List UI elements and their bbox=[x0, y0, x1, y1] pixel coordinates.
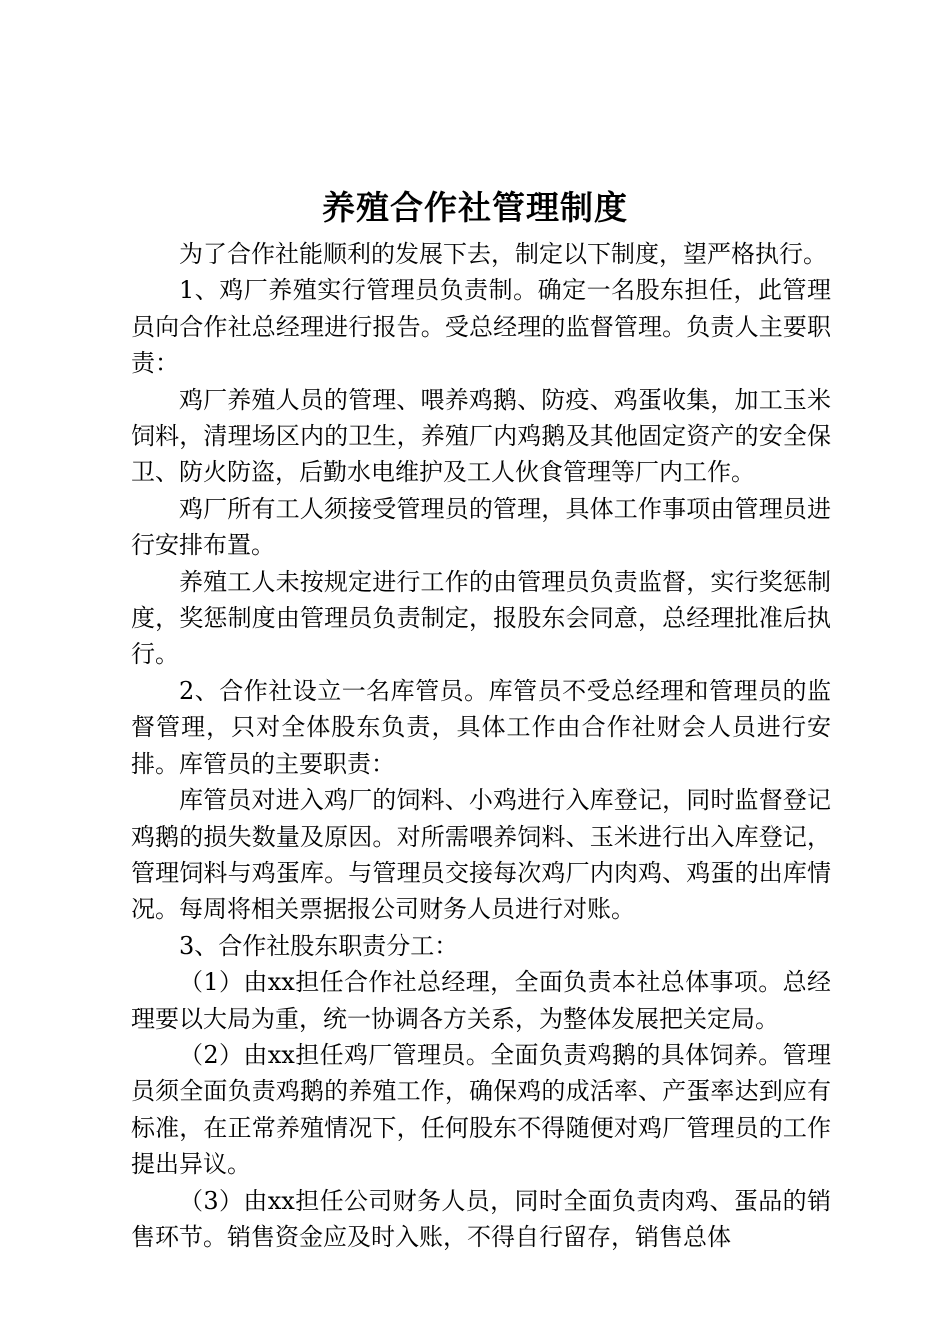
paragraph-manager-duties: 鸡厂养殖人员的管理、喂养鸡鹅、防疫、鸡蛋收集，加工玉米饲料，清理场区内的卫生，养殖厂内鸡鹅及其他固定资产的安全保卫、防火防盗，后勤水电维护及工人伙食管理等厂内工作。 bbox=[131, 385, 831, 487]
paragraph-warehouse-duties: 库管员对进入鸡厂的饲料、小鸡进行入库登记，同时监督登记鸡鹅的损失数量及原因。对所需喂养饲料、玉米进行出入库登记，管理饲料与鸡蛋库。与管理员交接每次鸡厂内肉鸡、鸡蛋的出库情况。每周将相关票据报公司财务人员进行对账。 bbox=[131, 786, 831, 924]
paragraph-workers: 鸡厂所有工人须接受管理员的管理，具体工作事项由管理员进行安排布置。 bbox=[131, 494, 831, 560]
paragraph-item-2: （2）由xx担任鸡厂管理员。全面负责鸡鹅的具体饲养。管理员须全面负责鸡鹅的养殖工作，确保鸡的成活率、产蛋率达到应有标准，在正常养殖情况下，任何股东不得随便对鸡厂管理员的工作提出异议。 bbox=[131, 1040, 831, 1179]
paragraph-section-1: 1、鸡厂养殖实行管理员负责制。确定一名股东担任，此管理员向合作社总经理进行报告。受总经理的监督管理。负责人主要职责： bbox=[131, 276, 831, 378]
paragraph-item-1: （1）由xx担任合作社总经理，全面负责本社总体事项。总经理要以大局为重，统一协调各方关系，为整体发展把关定局。 bbox=[131, 968, 831, 1033]
document-title: 养殖合作社管理制度 bbox=[322, 188, 628, 227]
paragraph-intro: 为了合作社能顺利的发展下去，制定以下制度，望严格执行。 bbox=[179, 240, 827, 268]
paragraph-section-2: 2、合作社设立一名库管员。库管员不受总经理和管理员的监督管理，只对全体股东负责，具体工作由合作社财会人员进行安排。库管员的主要职责： bbox=[131, 676, 831, 778]
paragraph-rewards: 养殖工人未按规定进行工作的由管理员负责监督，实行奖惩制度，奖惩制度由管理员负责制定，报股东会同意，总经理批准后执行。 bbox=[131, 567, 831, 669]
paragraph-section-3: 3、合作社股东职责分工： bbox=[179, 931, 459, 960]
paragraph-item-3: （3）由xx担任公司财务人员，同时全面负责肉鸡、蛋品的销售环节。销售资金应及时入账，不得自行留存，销售总体 bbox=[131, 1186, 831, 1251]
document-body bbox=[131, 236, 831, 1255]
